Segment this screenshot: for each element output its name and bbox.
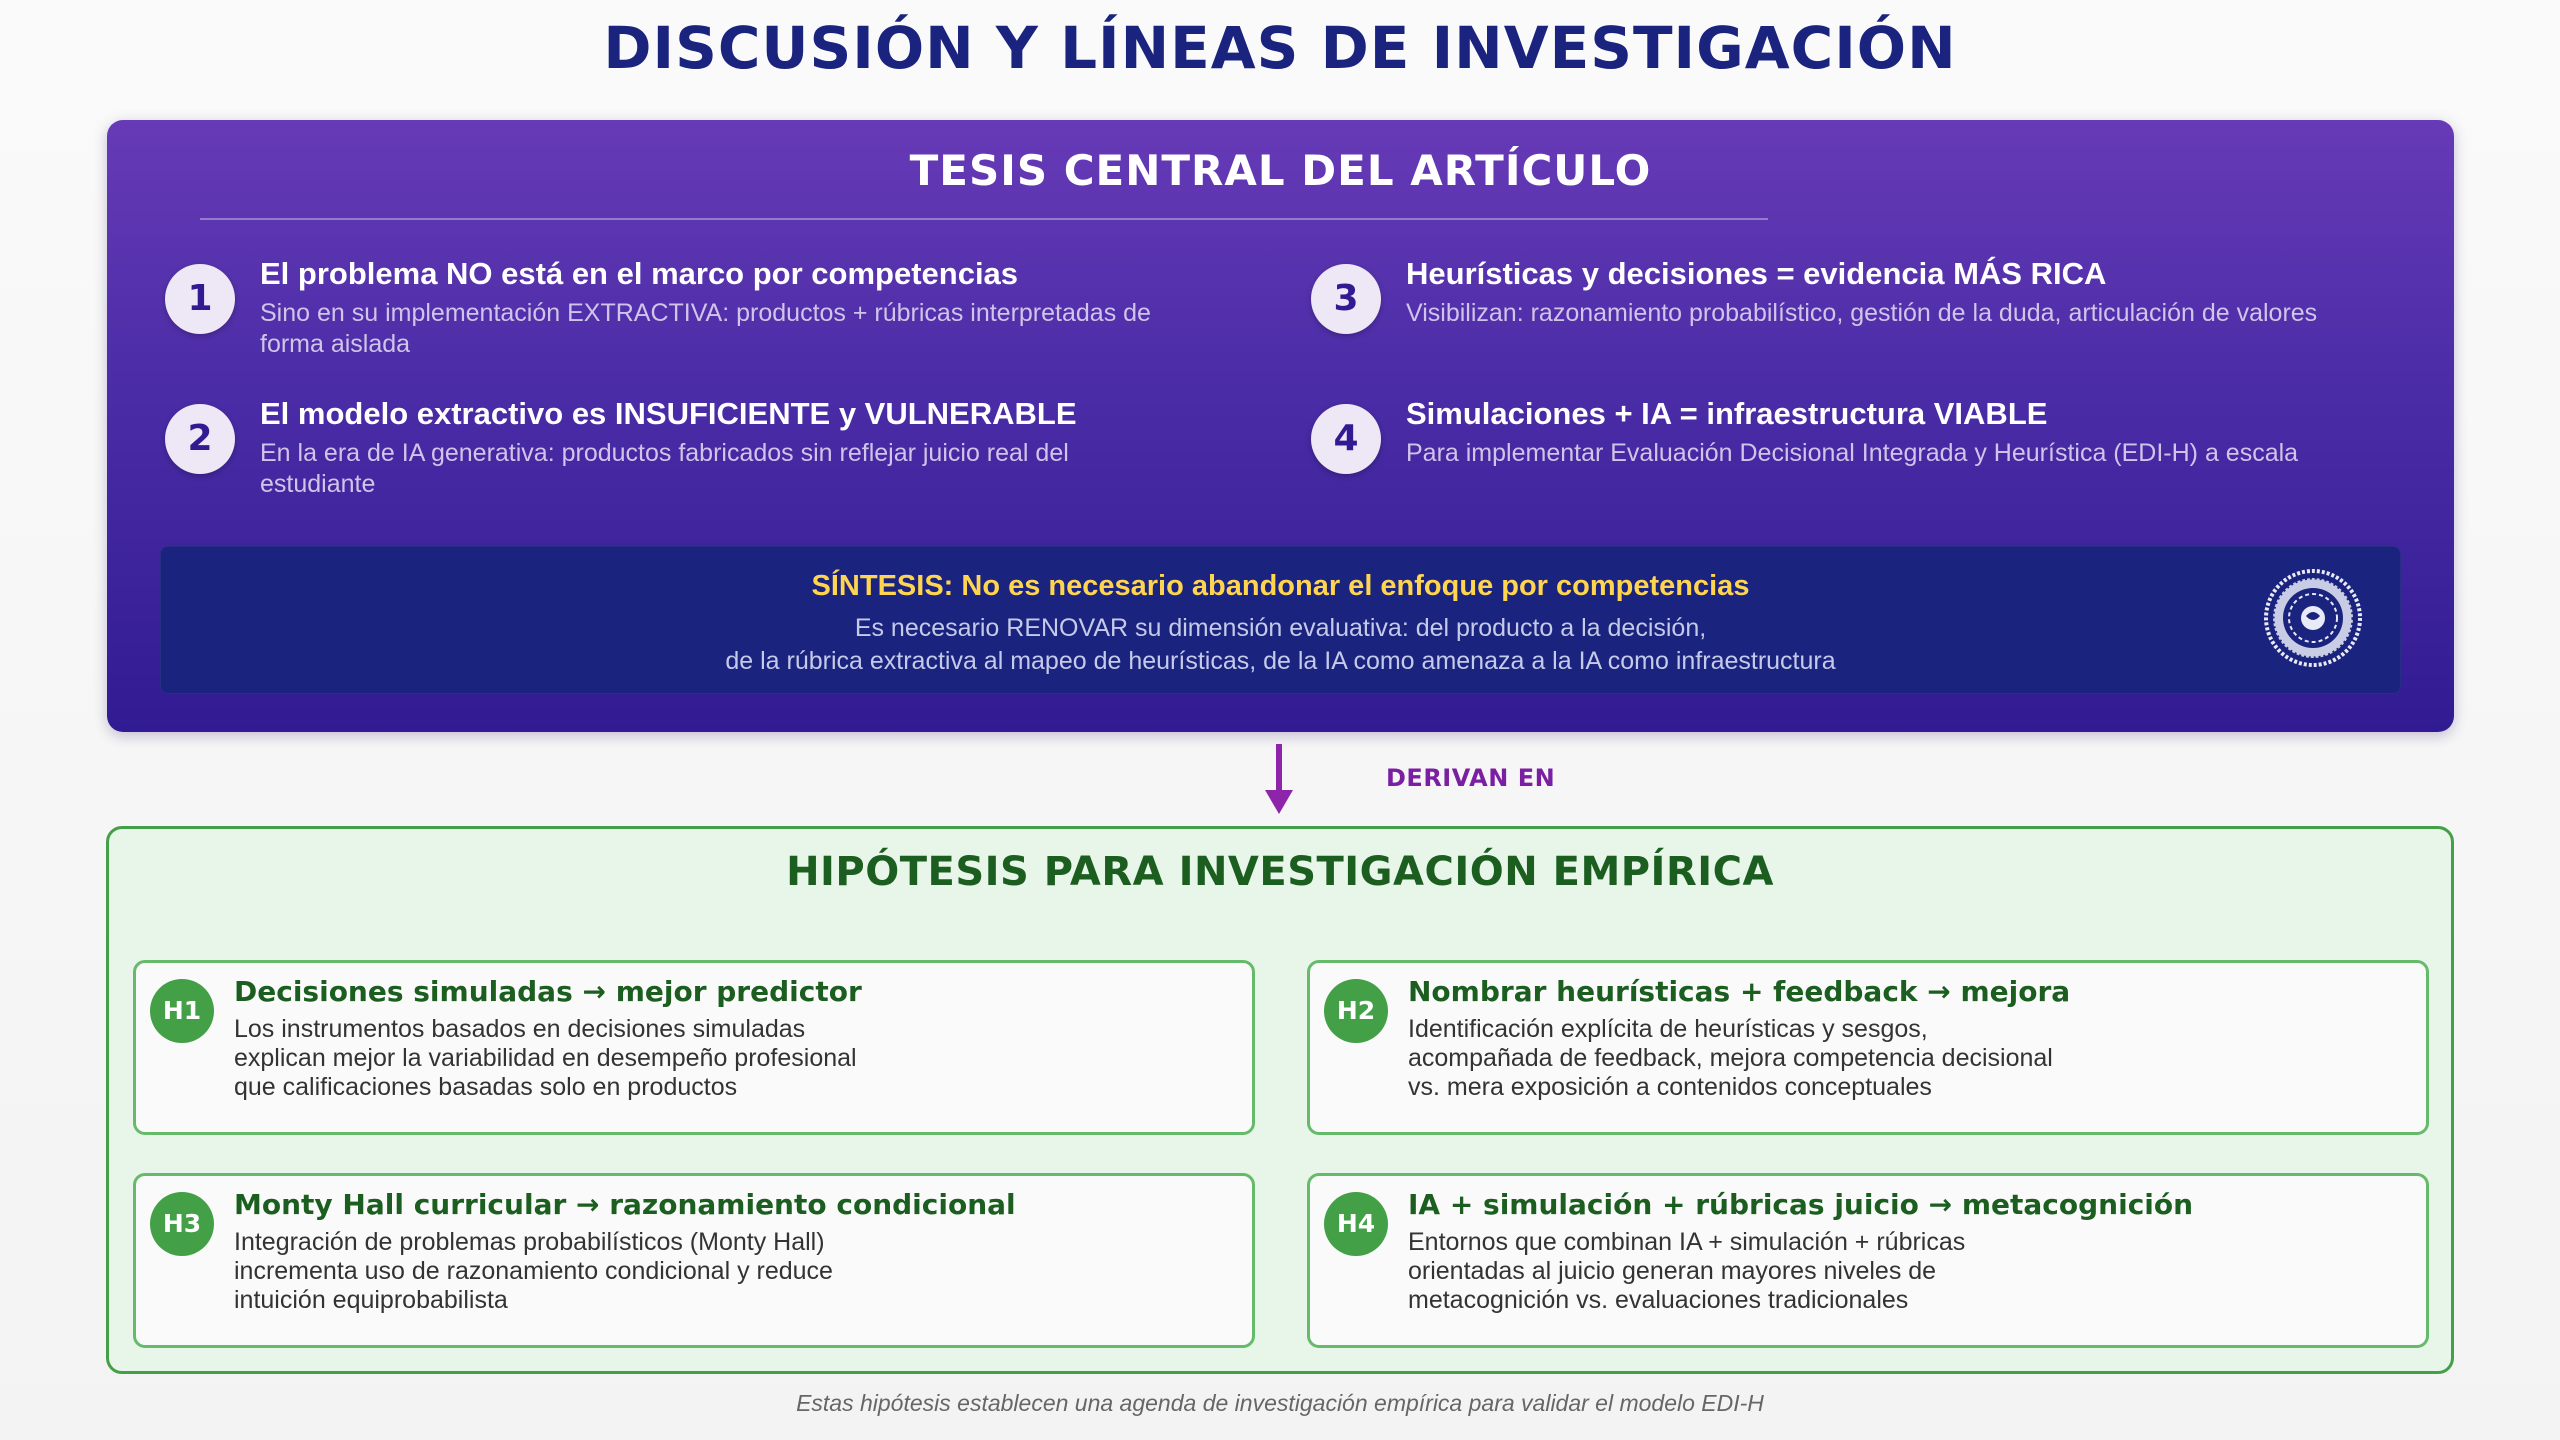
hypothesis-card-h2 (1307, 960, 2429, 1135)
hypothesis-line: Integración de problemas probabilísticos (Monty Hall) (234, 1228, 825, 1256)
hypothesis-body (1408, 1228, 2408, 1315)
point-number-badge: 2 (165, 404, 235, 474)
connector-label: DERIVAN EN (1386, 764, 1556, 792)
hypothesis-body (234, 1015, 1234, 1102)
hypothesis-title: Nombrar heurísticas + feedback → mejora (1408, 975, 2071, 1008)
point-description: Sino en su implementación EXTRACTIVA: productos + rúbricas interpretadas de forma aislada (260, 299, 1151, 358)
point-description: En la era de IA generativa: productos fabricados sin reflejar juicio real del estudiante (260, 439, 1069, 498)
point-title: El problema NO está en el marco por competencias (260, 256, 1019, 291)
thesis-title: TESIS CENTRAL DEL ARTÍCULO (909, 146, 1652, 195)
point-title: Heurísticas y decisiones = evidencia MÁS RICA (1406, 256, 2107, 291)
hypothesis-line: metacognición vs. evaluaciones tradicionales (1408, 1286, 1909, 1314)
hypothesis-badge: H1 (150, 979, 214, 1043)
seal-emblem-icon (2263, 568, 2363, 668)
hypothesis-line: acompañada de feedback, mejora competencia decisional (1408, 1044, 2053, 1072)
hypothesis-badge: H2 (1324, 979, 1388, 1043)
point-description: Visibilizan: razonamiento probabilístico, gestión de la duda, articulación de valores (1406, 299, 2318, 327)
hypothesis-card-h3 (133, 1173, 1255, 1348)
point-title: El modelo extractivo es INSUFICIENTE y VULNERABLE (260, 396, 1077, 431)
point-number-badge: 4 (1311, 404, 1381, 474)
hypothesis-line: vs. mera exposición a contenidos conceptuales (1408, 1073, 1932, 1101)
hypothesis-line: que calificaciones basadas solo en productos (234, 1073, 738, 1101)
hypothesis-body (1408, 1015, 2408, 1102)
hypothesis-badge: H3 (150, 1192, 214, 1256)
synthesis-box (160, 546, 2401, 694)
thesis-point-4 (1311, 396, 2331, 516)
point-description: Para implementar Evaluación Decisional Integrada y Heurística (EDI-H) a escala (1406, 439, 2299, 467)
hypothesis-title: Monty Hall curricular → razonamiento condicional (234, 1188, 1016, 1221)
hypothesis-line: orientadas al juicio generan mayores niveles de (1408, 1257, 1937, 1285)
hypothesis-badge: H4 (1324, 1192, 1388, 1256)
hypothesis-card-h1 (133, 960, 1255, 1135)
thesis-point-1 (165, 256, 1185, 376)
page-title: DISCUSIÓN Y LÍNEAS DE INVESTIGACIÓN (603, 14, 1957, 82)
synthesis-title: SÍNTESIS: No es necesario abandonar el enfoque por competencias (811, 570, 1750, 602)
hypotheses-title: HIPÓTESIS PARA INVESTIGACIÓN EMPÍRICA (786, 849, 1774, 895)
thesis-point-3 (1311, 256, 2331, 376)
thesis-divider (200, 218, 1768, 220)
hypothesis-title: IA + simulación + rúbricas juicio → metacognición (1408, 1188, 2194, 1221)
synthesis-text (160, 612, 2401, 678)
hypothesis-line: explican mejor la variabilidad en desempeño profesional (234, 1044, 857, 1072)
point-title: Simulaciones + IA = infraestructura VIABLE (1406, 396, 2048, 431)
thesis-panel (107, 120, 2454, 732)
hypothesis-line: Identificación explícita de heurísticas y sesgos, (1408, 1015, 1928, 1043)
hypothesis-body (234, 1228, 1234, 1315)
hypothesis-line: incrementa uso de razonamiento condicional y reduce (234, 1257, 833, 1285)
hypothesis-line: Entornos que combinan IA + simulación + rúbricas (1408, 1228, 1966, 1256)
hypothesis-card-h4 (1307, 1173, 2429, 1348)
point-number-badge: 1 (165, 264, 235, 334)
hypothesis-line: intuición equiprobabilista (234, 1286, 508, 1314)
synthesis-line: Es necesario RENOVAR su dimensión evaluativa: del producto a la decisión, (854, 614, 1707, 642)
hypothesis-line: Los instrumentos basados en decisiones simuladas (234, 1015, 806, 1043)
down-arrow-icon (1264, 744, 1294, 816)
hypothesis-title: Decisiones simuladas → mejor predictor (234, 975, 862, 1008)
point-number-badge: 3 (1311, 264, 1381, 334)
hypotheses-panel (106, 826, 2454, 1374)
footer-note: Estas hipótesis establecen una agenda de investigación empírica para validar el modelo EDI-H (796, 1390, 1764, 1416)
thesis-point-2 (165, 396, 1185, 516)
synthesis-line: de la rúbrica extractiva al mapeo de heurísticas, de la IA como amenaza a la IA como infraestructura (725, 647, 1836, 675)
